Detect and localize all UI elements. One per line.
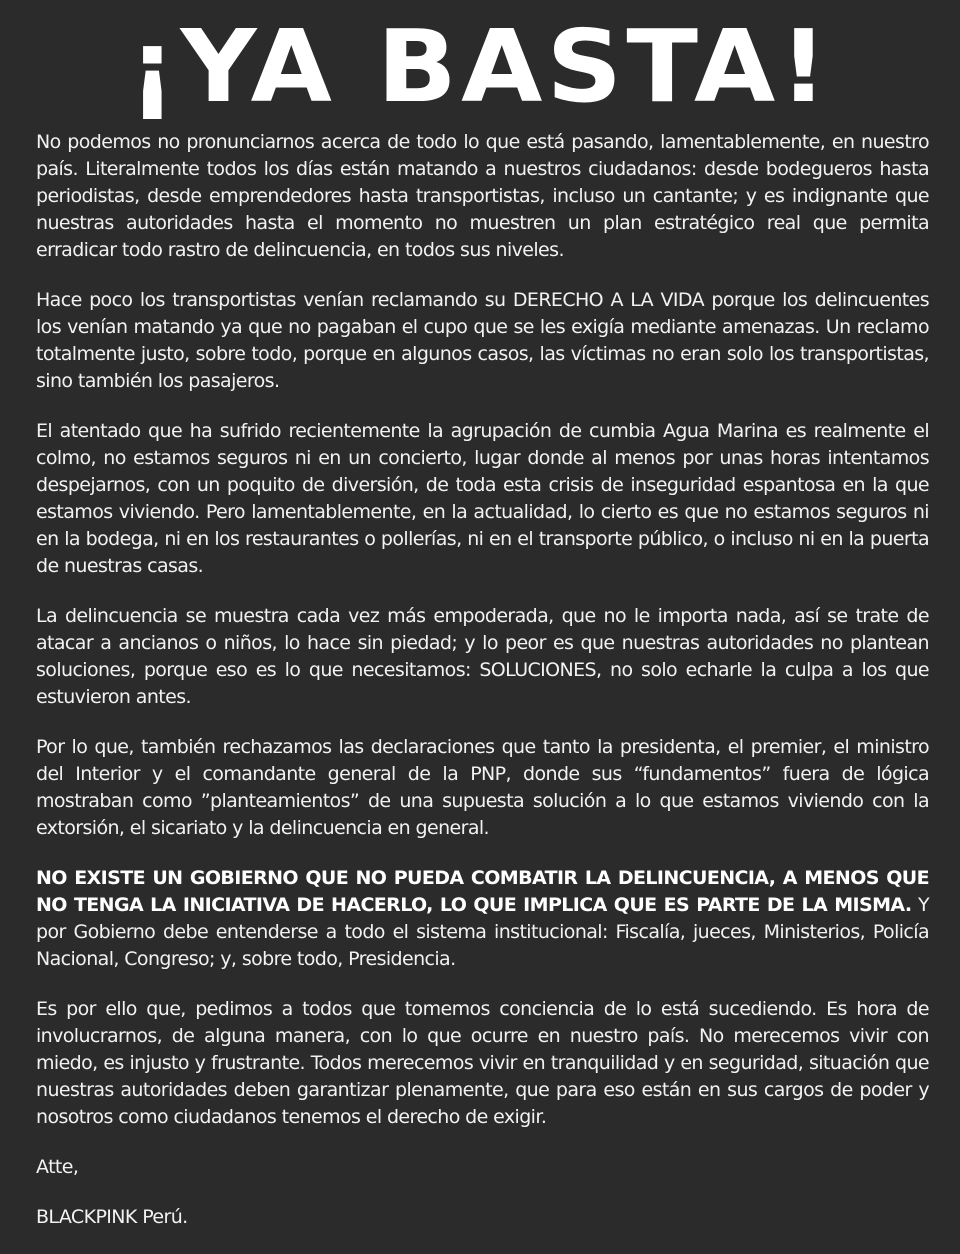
paragraph-6-rest: Y por Gobierno debe entenderse a todo el sistema institucional: Fiscalía, jueces, Ministerios, Policía Nacional, Congreso; y, sobre todo, Presidencia.	[36, 894, 929, 970]
paragraph-6	[36, 865, 929, 973]
paragraph-7: Es por ello que, pedimos a todos que tomemos conciencia de lo está sucediendo. Es hora de involucrarnos, de alguna manera, con lo que ocurre en nuestro país. No merecemos vivir con miedo, es injusto y frustrante. Todos merecemos vivir en tranquilidad y en seguridad, situación que nuestras autoridades deben garantizar plenamente, que para eso están en sus cargos de poder y nosotros como ciudadanos tenemos el derecho de exigir.	[36, 998, 929, 1128]
paragraph-2: Hace poco los transportistas venían reclamando su DERECHO A LA VIDA porque los delincuentes los venían matando ya que no pagaban el cupo que se les exigía mediante amenazas. Un reclamo totalmente justo, sobre todo, porque en algunos casos, las víctimas no eran solo los transportistas, sino también los pasajeros.	[36, 289, 929, 392]
paragraph-1: No podemos no pronunciarnos acerca de todo lo que está pasando, lamentablemente, en nuestro país. Literalmente todos los días están matando a nuestros ciudadanos: desde bodegueros hasta periodistas, desde emprendedores hasta transportistas, incluso un cantante; y es indignante que nuestras autoridades hasta el momento no muestren un plan estratégico real que permita erradicar todo rastro de delincuencia, en todos sus niveles.	[36, 131, 929, 261]
signature-closing: Atte,	[36, 1156, 79, 1178]
emphasis-statement: NO EXISTE UN GOBIERNO QUE NO PUEDA COMBATIR LA DELINCUENCIA, A MENOS QUE NO TENGA LA INICIATIVA DE HACERLO, LO QUE IMPLICA QUE ES PARTE DE LA MISMA.	[36, 867, 929, 916]
signature-name: BLACKPINK Perú.	[36, 1206, 188, 1228]
paragraph-3: El atentado que ha sufrido recientemente la agrupación de cumbia Agua Marina es realmente el colmo, no estamos seguros ni en un concierto, lugar donde al menos por unas horas intentamos despejarnos, con un poquito de diversión, de toda esta crisis de inseguridad espantosa en la que estamos viviendo. Pero lamentablemente, en la actualidad, lo cierto es que no estamos seguros ni en la bodega, ni en los restaurantes o pollerías, ni en el transporte público, o incluso ni en la puerta de nuestras casas.	[36, 420, 929, 577]
page-title: ¡YA BASTA!	[128, 8, 832, 125]
paragraph-4: La delincuencia se muestra cada vez más empoderada, que no le importa nada, así se trate de atacar a ancianos o niños, lo hace sin piedad; y lo peor es que nuestras autoridades no plantean soluciones, porque eso es lo que necesitamos: SOLUCIONES, no solo echarle la culpa a los que estuvieron antes.	[36, 605, 929, 708]
statement-body	[36, 129, 929, 1254]
paragraph-5: Por lo que, también rechazamos las declaraciones que tanto la presidenta, el premier, el ministro del Interior y el comandante general de la PNP, donde sus “fundamentos” fuera de lógica mostraban como ”planteamientos” de una supuesta solución a lo que estamos viviendo con la extorsión, el sicariato y la delincuencia en general.	[36, 736, 929, 839]
